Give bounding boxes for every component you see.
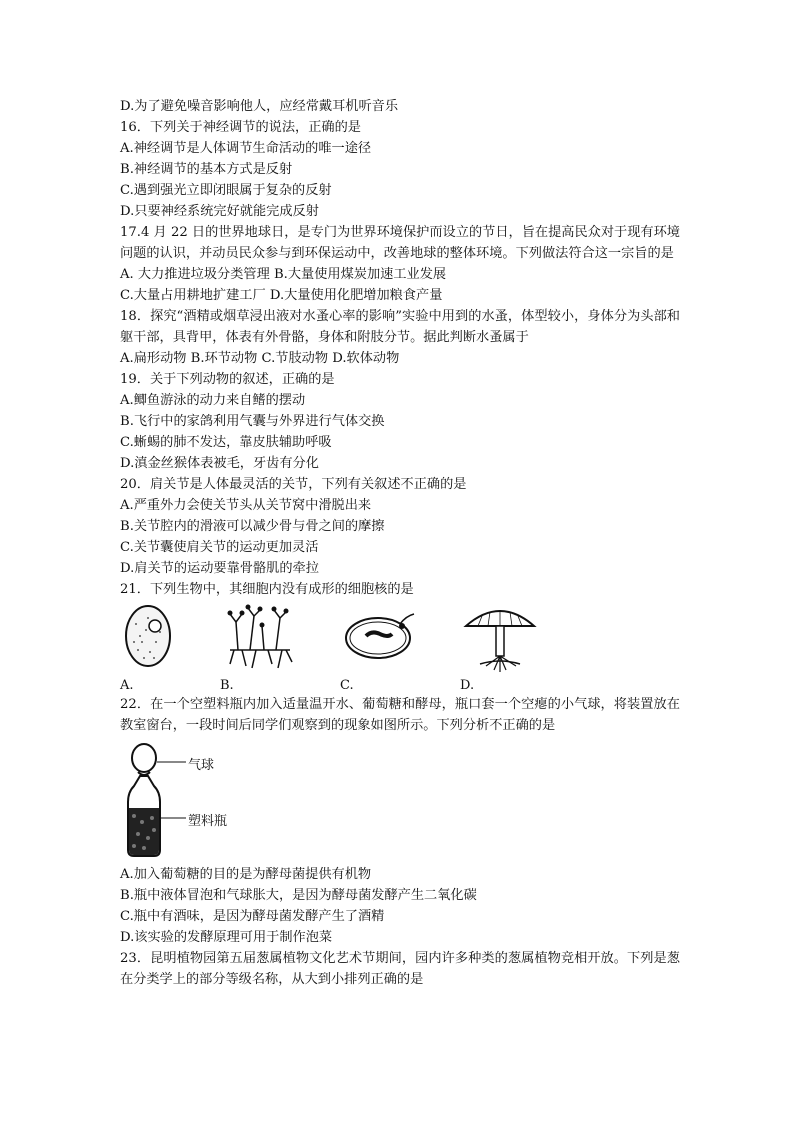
- figure-c-bacterium: [340, 602, 430, 694]
- q16-option-c: C.遇到强光立即闭眼属于复杂的反射: [120, 183, 332, 198]
- yeast-cell-icon: [120, 602, 180, 674]
- figure-b-mold: [220, 602, 310, 694]
- mold-icon: [220, 602, 300, 674]
- q22-option-c: C.瓶中有酒味，是因为酵母菌发酵产生了酒精: [120, 909, 385, 924]
- q21-figure-row: [120, 602, 680, 694]
- balloon-bottle-icon: [120, 742, 190, 860]
- q20-option-d: D.肩关节的运动要靠骨骼肌的牵拉: [120, 561, 319, 576]
- q20-stem: 20．肩关节是人体最灵活的关节，下列有关叙述不正确的是: [120, 477, 467, 492]
- q22-option-d: D.该实验的发酵原理可用于制作泡菜: [120, 930, 333, 945]
- q19-option-d: D.滇金丝猴体表被毛，牙齿有分化: [120, 456, 319, 471]
- q20-option-a: A.严重外力会使关节头从关节窝中滑脱出来: [120, 498, 372, 513]
- q19-option-a: A.鲫鱼游泳的动力来自鳍的摆动: [120, 393, 306, 408]
- q16-stem: 16．下列关于神经调节的说法，正确的是: [120, 120, 361, 135]
- figure-a-yeast-cell: [120, 602, 210, 694]
- bottle-label: 塑料瓶: [188, 814, 228, 829]
- q20-option-b: B.关节腔内的滑液可以减少骨与骨之间的摩擦: [120, 519, 385, 534]
- q19-option-c: C.蜥蜴的肺不发达，靠皮肤辅助呼吸: [120, 435, 332, 450]
- q16-option-d: D.只要神经系统完好就能完成反射: [120, 204, 319, 219]
- mushroom-icon: [460, 602, 540, 674]
- q17-stem: 17.4 月 22 日的世界地球日，是专门为世界环境保护而设立的节日，旨在提高民众对于现有环境问题的认识，并动员民众参与到环保运动中，改善地球的整体环境。下列做法符合这一宗旨的是: [120, 225, 680, 261]
- q23-stem: 23．昆明植物园第五届葱属植物文化艺术节期间，园内许多种类的葱属植物竞相开放。下列是葱在分类学上的部分等级名称，从大到小排列正确的是: [120, 951, 680, 987]
- bacterium-icon: [340, 602, 420, 674]
- q22-figure: [120, 742, 680, 860]
- exam-page: [120, 96, 680, 990]
- figure-a-label: A.: [120, 678, 134, 693]
- q15-option-d: D.为了避免噪音影响他人，应经常戴耳机听音乐: [120, 99, 399, 114]
- figure-d-mushroom: [460, 602, 550, 694]
- q19-option-b: B.飞行中的家鸽利用气囊与外界进行气体交换: [120, 414, 385, 429]
- figure-c-label: C.: [340, 678, 354, 693]
- q18-options: A.扁形动物 B.环节动物 C.节肢动物 D.软体动物: [120, 351, 400, 366]
- figure-b-label: B.: [220, 678, 234, 693]
- q17-options-ab: A. 大力推进垃圾分类管理 B.大量使用煤炭加速工业发展: [120, 267, 447, 282]
- q19-stem: 19．关于下列动物的叙述，正确的是: [120, 372, 335, 387]
- q20-option-c: C.关节囊使肩关节的运动更加灵活: [120, 540, 319, 555]
- q21-stem: 21．下列生物中，其细胞内没有成形的细胞核的是: [120, 582, 414, 597]
- q22-option-b: B.瓶中液体冒泡和气球胀大，是因为酵母菌发酵产生二氧化碳: [120, 888, 477, 903]
- q16-option-a: A.神经调节是人体调节生命活动的唯一途径: [120, 141, 372, 156]
- q22-option-a: A.加入葡萄糖的目的是为酵母菌提供有机物: [120, 867, 372, 882]
- q16-option-b: B.神经调节的基本方式是反射: [120, 162, 293, 177]
- q18-stem: 18．探究“酒精或烟草浸出液对水蚤心率的影响”实验中用到的水蚤，体型较小，身体分为头部和躯干部，具背甲，体表有外骨骼，身体和附肢分节。据此判断水蚤属于: [120, 309, 680, 345]
- q17-options-cd: C.大量占用耕地扩建工厂 D.大量使用化肥增加粮食产量: [120, 288, 443, 303]
- q22-stem: 22．在一个空塑料瓶内加入适量温开水、葡萄糖和酵母，瓶口套一个空瘪的小气球，将装置放在教室窗台，一段时间后同学们观察到的现象如图所示。下列分析不正确的是: [120, 697, 680, 733]
- figure-d-label: D.: [460, 678, 475, 693]
- balloon-label: 气球: [188, 758, 215, 773]
